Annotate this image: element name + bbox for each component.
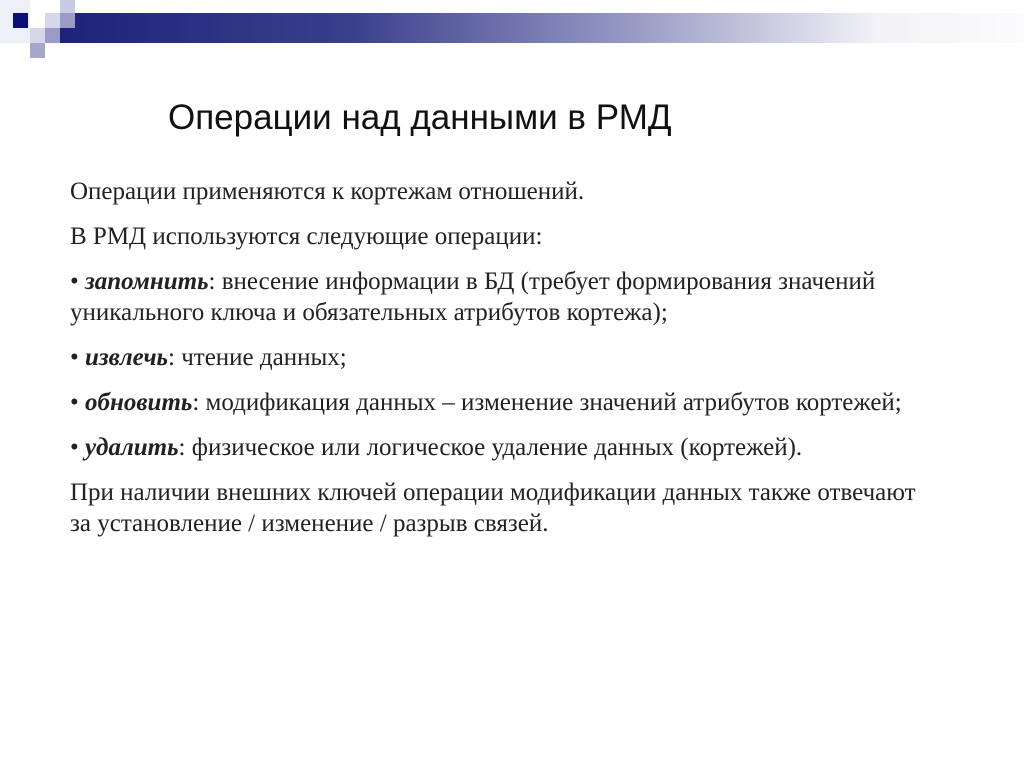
- operation-desc: : чтение данных;: [168, 344, 347, 371]
- slide-title: Операции над данными в РМД: [168, 98, 672, 137]
- intro-line-1: Операции применяются к кортежам отношений.: [70, 178, 585, 205]
- decor-square: [45, 28, 60, 43]
- operation-desc: : физическое или логическое удаление данных (кортежей).: [178, 434, 803, 461]
- conclusion: При наличии внешних ключей операции модификации данных также отвечают за установление / изменение / разрыв связей.: [70, 479, 916, 537]
- decor-square: [45, 13, 60, 28]
- operation-desc: : модификация данных – изменение значений атрибутов кортежей;: [192, 389, 902, 416]
- bullet: •: [70, 434, 79, 461]
- decor-square: [30, 28, 45, 43]
- list-item: [70, 342, 970, 373]
- operation-term: обновить: [85, 389, 193, 416]
- operation-term: извлечь: [85, 344, 168, 371]
- operation-desc: : внесение информации в БД (требует формирования значений уникального ключа и обязательных атрибутов кортежа);: [70, 268, 876, 326]
- bullet: •: [70, 344, 79, 371]
- list-item: [70, 387, 970, 418]
- bullet: •: [70, 268, 79, 295]
- operation-term: запомнить: [85, 268, 209, 295]
- header-gradient-bar: [60, 13, 1024, 43]
- decor-square: [13, 13, 28, 28]
- operation-term: удалить: [85, 434, 179, 461]
- decor-square: [30, 43, 45, 58]
- list-item: [70, 432, 970, 463]
- intro-line-2: В РМД используются следующие операции:: [70, 223, 543, 250]
- list-item: [70, 266, 970, 328]
- slide-body: [70, 176, 970, 553]
- decor-square: [60, 13, 75, 28]
- bullet: •: [70, 389, 79, 416]
